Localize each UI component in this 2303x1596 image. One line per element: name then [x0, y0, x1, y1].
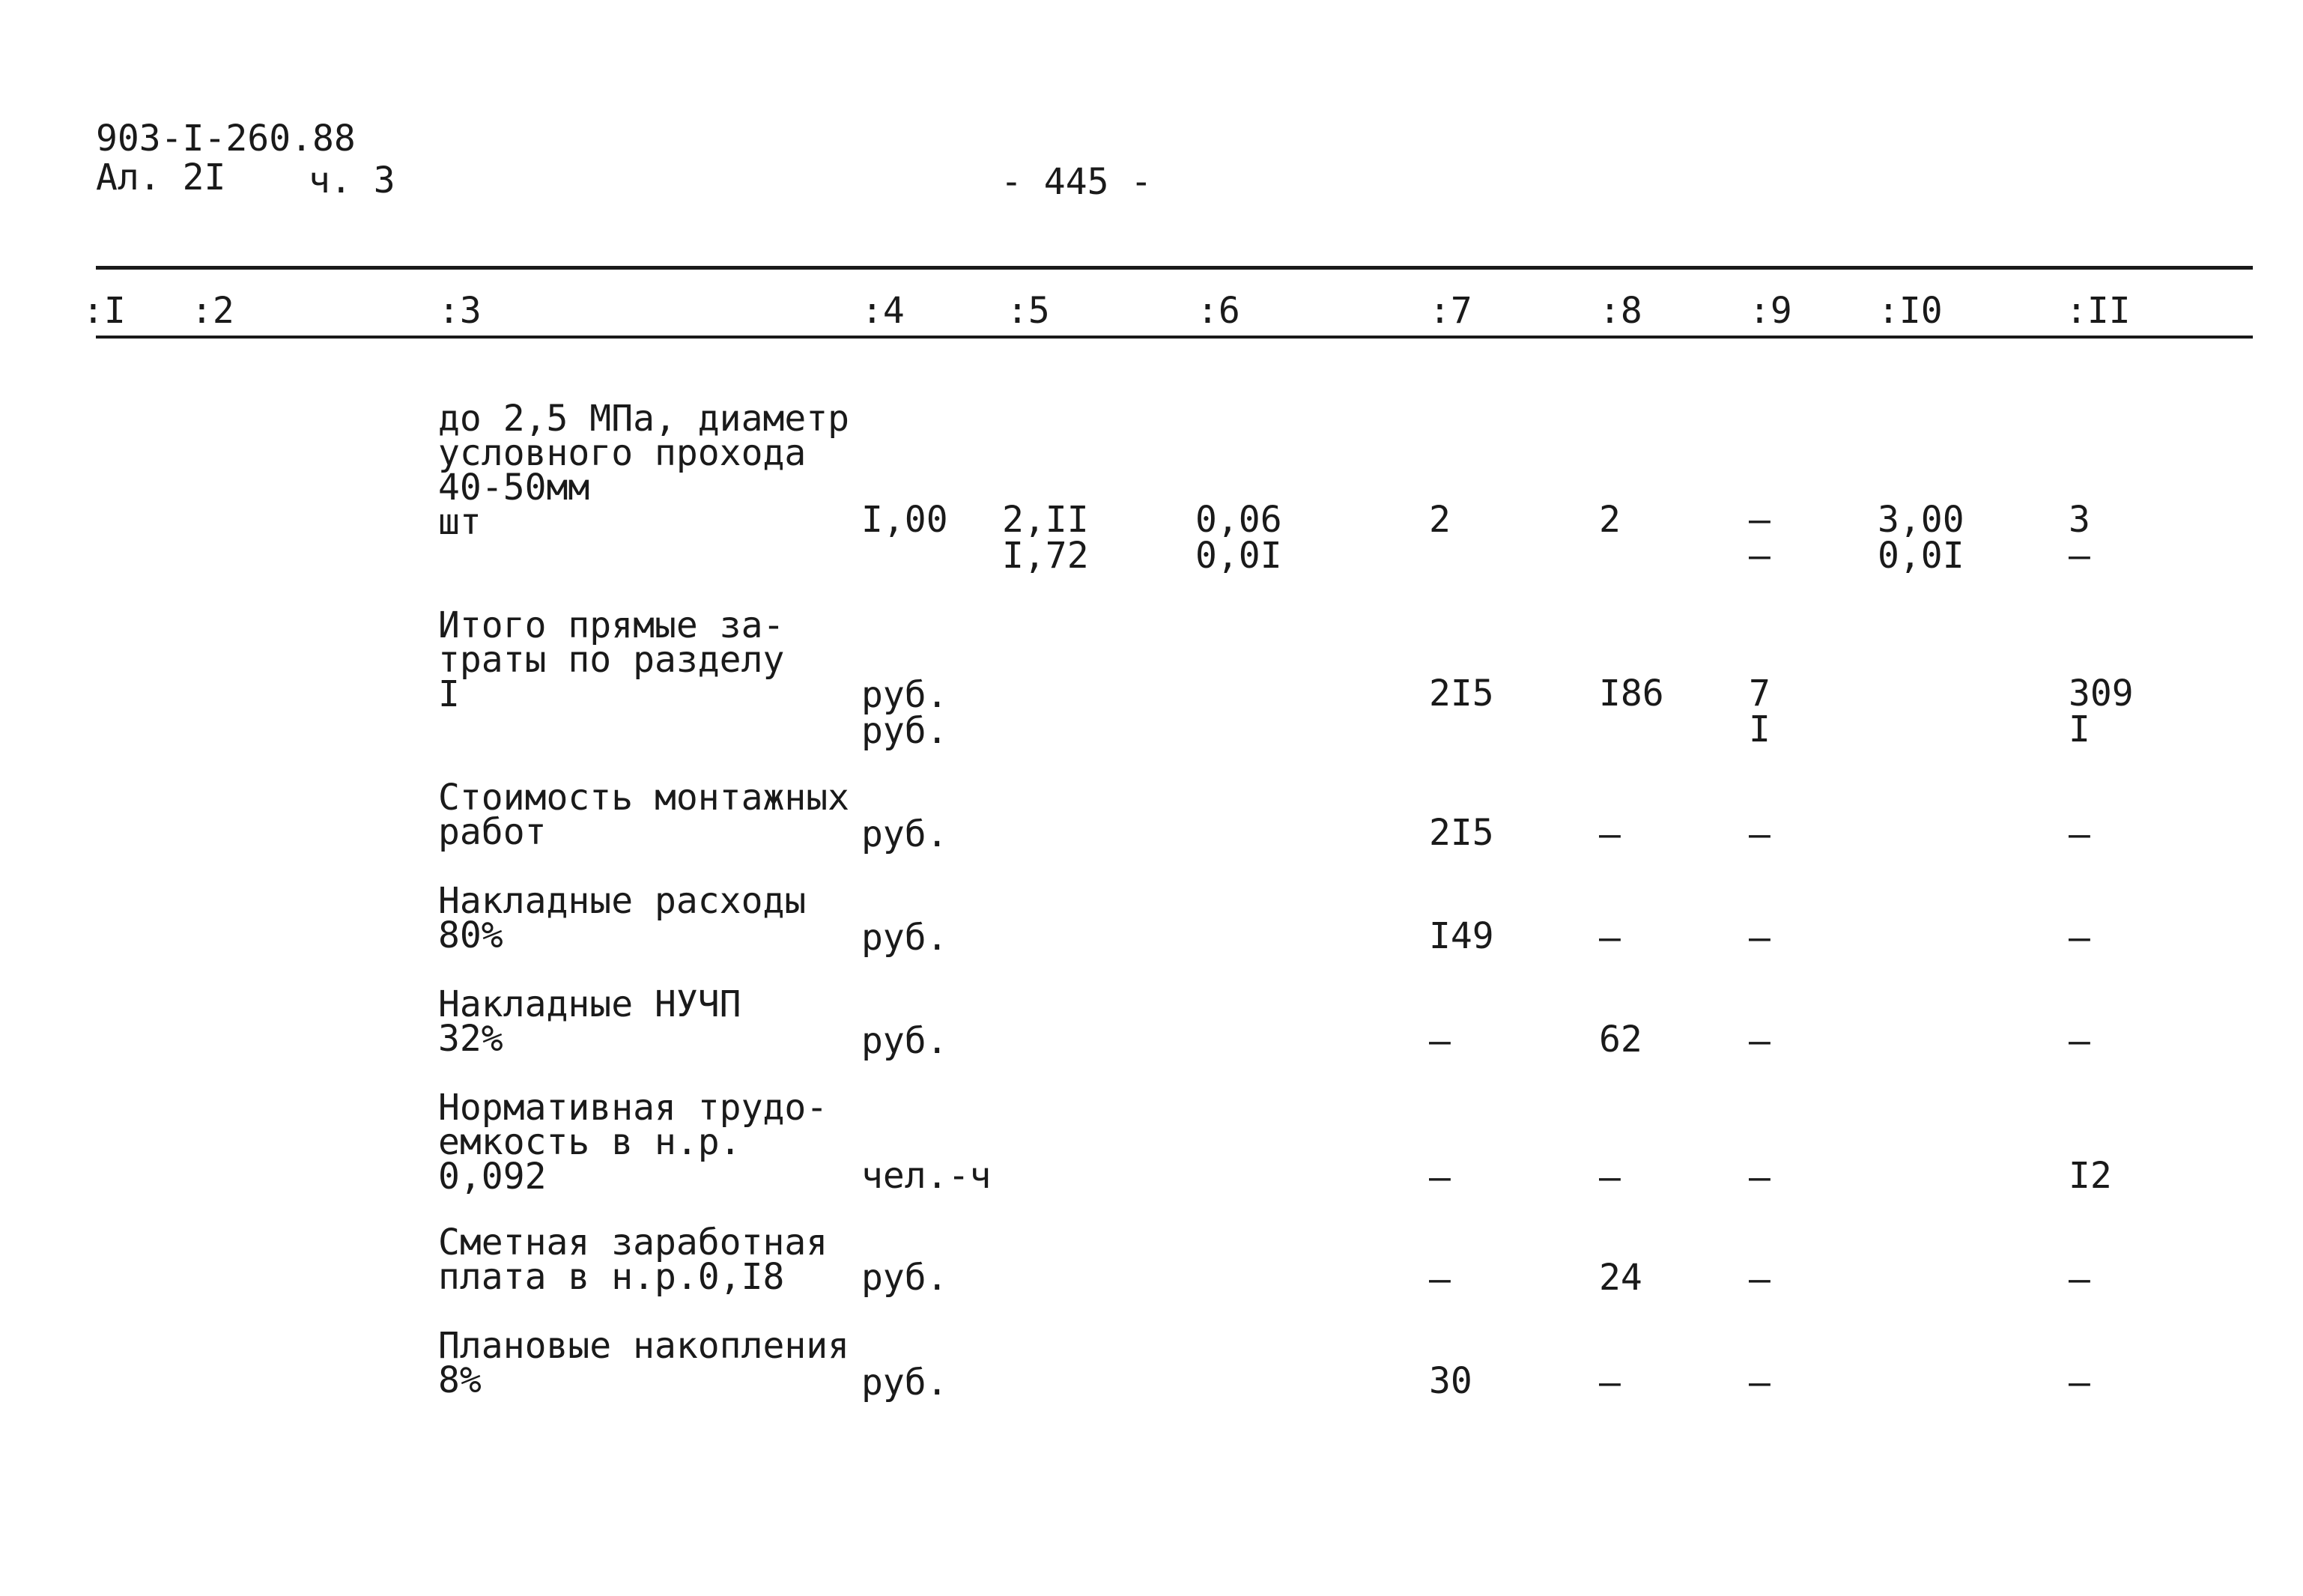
cell-col7: 2 [1429, 499, 1451, 541]
cell-col8: – [1599, 813, 1621, 855]
cell-col11: – [2069, 917, 2090, 959]
album-label: Ал. 2I [96, 157, 226, 198]
cell-col4: руб. [861, 1362, 948, 1404]
cell-col8: 2 [1599, 499, 1621, 541]
cell-col4: руб. [861, 1257, 948, 1299]
cell-col8: – [1599, 917, 1621, 959]
column-header-2: :2 [191, 290, 234, 332]
row-description: Накладные НУЧП 32% [438, 983, 741, 1060]
cell-col5: 2,II I,72 [1002, 499, 1089, 577]
cell-col11: I2 [2069, 1155, 2112, 1197]
row-description: до 2,5 МПа, диаметр условного прохода 40-50мм шт [438, 398, 850, 543]
cell-col9: – [1749, 813, 1771, 855]
column-header-9: :9 [1749, 290, 1792, 332]
column-header-6: :6 [1197, 290, 1240, 332]
cell-col4: руб. руб. [861, 674, 948, 752]
column-header-3: :3 [438, 290, 482, 332]
column-header-8: :8 [1599, 290, 1642, 332]
cell-col4: руб. [861, 1020, 948, 1062]
cell-col7: 30 [1429, 1360, 1472, 1402]
cell-col11: 309 I [2069, 673, 2134, 750]
table-top-rule [96, 266, 2253, 270]
column-header-1: :I [82, 290, 126, 332]
page-number: - 445 - [1001, 161, 1153, 203]
cell-col10: 3,00 0,0I [1878, 499, 1964, 577]
cell-col7: – [1429, 1258, 1451, 1300]
row-description: Накладные расходы 80% [438, 880, 807, 956]
cell-col4: чел.-ч [861, 1155, 992, 1197]
cell-col8: I86 [1599, 673, 1664, 714]
cell-col4: I,00 [861, 499, 948, 541]
cell-col7: – [1429, 1020, 1451, 1062]
cell-col9: 7 I [1749, 673, 1771, 750]
cell-col11: 3 – [2069, 499, 2090, 577]
cell-col11: – [2069, 813, 2090, 855]
cell-col7: 2I5 [1429, 673, 1494, 714]
cell-col9: – [1749, 1020, 1771, 1062]
cell-col9: – – [1749, 499, 1771, 577]
cell-col11: – [2069, 1258, 2090, 1300]
row-description: Стоимость монтажных работ [438, 777, 850, 853]
cell-col8: 24 [1599, 1257, 1642, 1299]
cell-col7: – [1429, 1156, 1451, 1198]
cell-col9: – [1749, 1258, 1771, 1300]
cell-col8: – [1599, 1156, 1621, 1198]
cell-col9: – [1749, 917, 1771, 959]
row-description: Итого прямые за- траты по разделу I [438, 604, 785, 715]
cell-col7: 2I5 [1429, 812, 1494, 854]
cell-col4: руб. [861, 813, 948, 855]
table-header-rule [96, 336, 2253, 339]
row-description: Нормативная трудо- емкость в н.р. 0,092 [438, 1087, 828, 1198]
document-code: 903-I-260.88 [96, 118, 356, 160]
column-header-11: :II [2066, 290, 2131, 332]
cell-col11: – [2069, 1362, 2090, 1404]
cell-col9: – [1749, 1156, 1771, 1198]
cell-col11: – [2069, 1020, 2090, 1062]
column-header-4: :4 [861, 290, 905, 332]
column-header-5: :5 [1007, 290, 1050, 332]
cell-col8: 62 [1599, 1019, 1642, 1061]
cell-col9: – [1749, 1362, 1771, 1404]
column-header-10: :I0 [1878, 290, 1943, 332]
row-description: Сметная заработная плата в н.р.0,I8 [438, 1222, 828, 1298]
cell-col8: – [1599, 1362, 1621, 1404]
cell-col7: I49 [1429, 915, 1494, 957]
part-label: ч. 3 [309, 160, 395, 201]
row-description: Плановые накопления 8% [438, 1325, 850, 1401]
cell-col6: 0,06 0,0I [1195, 499, 1282, 577]
cell-col4: руб. [861, 917, 948, 959]
column-header-7: :7 [1429, 290, 1472, 332]
